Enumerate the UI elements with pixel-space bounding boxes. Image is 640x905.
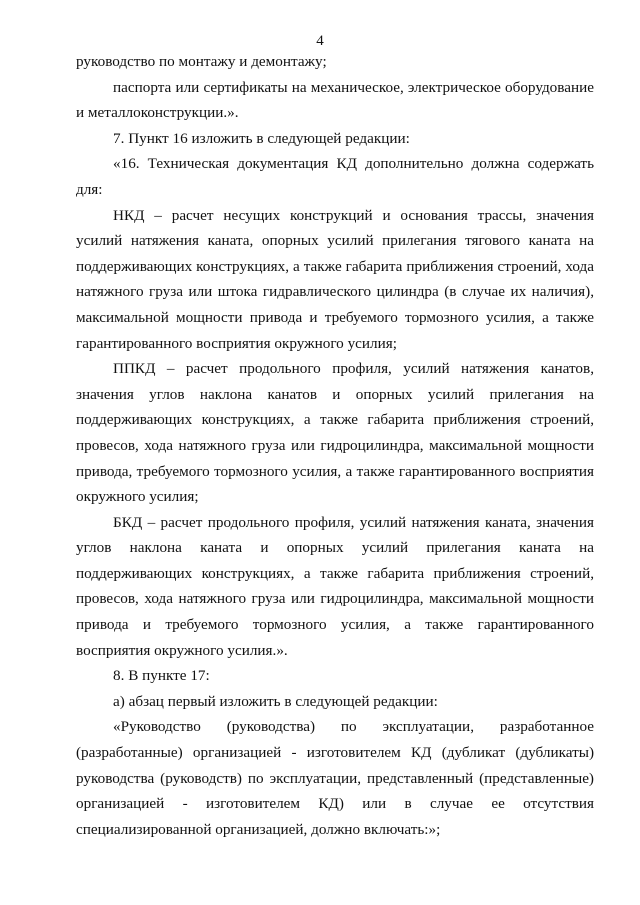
paragraph-item-8: 8. В пункте 17: [113,667,210,685]
paragraph-manual-definition: «Руководство (руководства) по эксплуатации, разработанное (разработанные) организацией - изготовителем КД (дубликат (дубликаты) руководства (руководств) по эксплуатации, представленный (представленные) организацией - изготовителем КД) или в случае ее отсутствия специализированной организацией, должно включать:»; [76,718,594,838]
paragraph-bkd: БКД – расчет продольного профиля, усилий натяжения каната, значения углов наклона каната и опорных усилий прилегания каната на поддерживающих конструкциях, а также габарита приближения строений, провесов, хода натяжного груза или гидроцилиндра, максимальной мощности привода и требуемого тормозного усилия, а также гарантированного восприятия окружного усилия.». [76,513,594,659]
paragraph-continuation: руководство по монтажу и демонтажу; [76,53,327,70]
page-number: 4 [316,33,324,49]
paragraph-passports-list-item: паспорта или сертификаты на механическое, электрическое оборудование и металлоконструкции.». [76,78,594,122]
paragraph-clause-16: «16. Техническая документация КД дополнительно должна содержать для: [76,155,594,198]
paragraph-item-7: 7. Пункт 16 изложить в следующей редакции: [113,129,410,147]
paragraph-ppkd: ППКД – расчет продольного профиля, усилий натяжения канатов, значения углов наклона канатов и опорных усилий прилегания на поддерживающих конструкциях, а также габарита приближения строений, провесов, хода натяжного груза или гидроцилиндра, максимальной мощности привода, требуемого тормозного усилия, а также гарантированного восприятия окружного усилия; [76,360,594,506]
document-body [76,49,594,842]
paragraph-subitem-a: а) абзац первый изложить в следующей редакции: [113,692,438,710]
paragraph-nkd: НКД – расчет несущих конструкций и основания трассы, значения усилий натяжения каната, опорных усилий прилегания тягового каната на поддерживающих конструкциях, а также габарита приближения строений, хода натяжного груза или штока гидравлического цилиндра (в случае их наличия), максимальной мощности привода и требуемого тормозного усилия, а также гарантированного восприятия окружного усилия; [76,206,594,352]
